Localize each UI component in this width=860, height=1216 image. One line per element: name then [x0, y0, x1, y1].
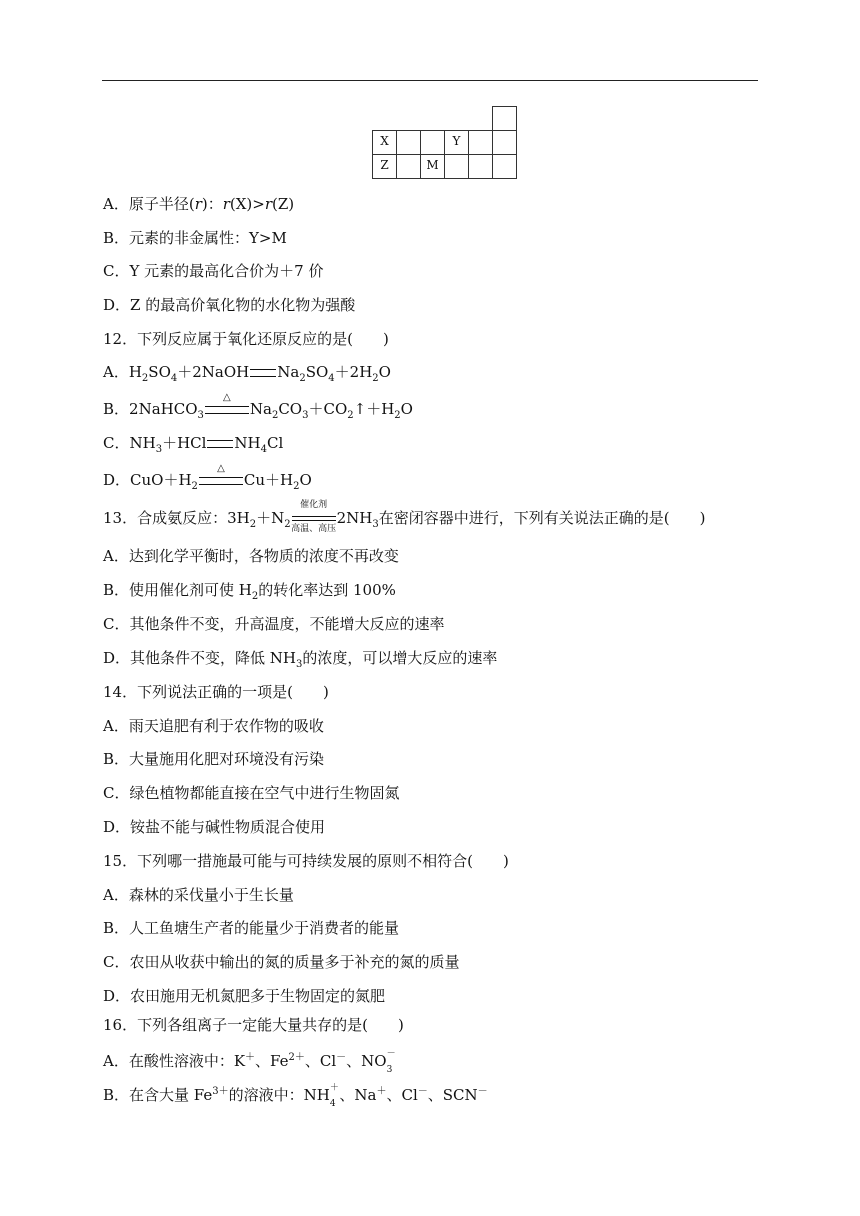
element-cell-x: X — [372, 130, 397, 155]
q14-option-d: D．铵盐不能与碱性物质混合使用 — [103, 818, 326, 836]
element-cell — [396, 154, 421, 179]
q16-stem: 16．下列各组离子一定能大量共存的是( ) — [103, 1016, 404, 1034]
q13-option-d: D．其他条件不变，降低 $NH_3$的浓度，可以增大反应的速率 — [103, 649, 498, 670]
element-cell — [468, 130, 493, 155]
q11-option-c: C．Y 元素的最高化合价为＋7 价 — [103, 262, 324, 280]
heat-equals-sign: △ — [205, 406, 249, 414]
element-cell — [420, 130, 445, 155]
element-cell-z: Z — [372, 154, 397, 179]
q12-stem: 12．下列反应属于氧化还原反应的是( ) — [103, 330, 389, 348]
q14-option-b: B．大量施用化肥对环境没有污染 — [103, 750, 325, 768]
element-cell — [492, 130, 517, 155]
q11-option-d: D．Z 的最高价氧化物的水化物为强酸 — [103, 296, 356, 314]
q15-option-a: A．森林的采伐量小于生长量 — [103, 886, 294, 904]
equals-sign — [207, 440, 233, 448]
q15-stem: 15．下列哪一措施最可能与可持续发展的原则不相符合( ) — [103, 852, 509, 870]
q15-option-d: D．农田施用无机氮肥多于生物固定的氮肥 — [103, 987, 386, 1005]
q12-option-d: D．$CuO+H_2$ △ $Cu+H_2O$ — [103, 463, 312, 492]
q14-option-c: C．绿色植物都能直接在空气中进行生物固氮 — [103, 784, 400, 802]
q15-option-b: B．人工鱼塘生产者的能量少于消费者的能量 — [103, 919, 400, 937]
q12-option-a: A．$H_2SO_4+2NaOH$ $Na_2SO_4+2H_2O$ — [103, 363, 391, 384]
q12-option-b: B．2NaHCO$_3$ △ $Na_2CO_3+CO_2↑+H_2O$ — [103, 392, 413, 421]
q13-option-b: B．使用催化剂可使 $H_2$的转化率达到 100% — [103, 581, 396, 602]
q15-option-c: C．农田从收获中输出的氮的质量多于补充的氮的质量 — [103, 953, 460, 971]
reversible-arrow: 催化剂 高温、高压 — [291, 500, 337, 534]
q14-stem: 14．下列说法正确的一项是( ) — [103, 683, 329, 701]
element-cell-y: Y — [444, 130, 469, 155]
element-cell-m: M — [420, 154, 445, 179]
q14-option-a: A．雨天追肥有利于农作物的吸收 — [103, 717, 324, 735]
q13-option-a: A．达到化学平衡时，各物质的浓度不再改变 — [103, 547, 399, 565]
q16-option-a: A．在酸性溶液中：K＋、$Fe^{2+}$、Cl－、NO － 3 — [103, 1049, 396, 1075]
equals-sign — [250, 369, 276, 377]
q13-option-c: C．其他条件不变，升高温度，不能增大反应的速率 — [103, 615, 445, 633]
q12-option-c: C．$NH_3+HCl$ $NH_4Cl$ — [103, 434, 284, 455]
q11-option-b: B．元素的非金属性：Y>M — [103, 229, 287, 247]
element-cell — [468, 154, 493, 179]
element-cell — [492, 106, 517, 131]
q11-option-a: A．原子半径(r)：r(X)>r(Z) — [103, 195, 295, 213]
element-cell — [396, 130, 421, 155]
q16-option-b: B．在含大量 $Fe^{3+}$的溶液中：NH ＋ 4 、Na＋、Cl－、SCN－ — [103, 1083, 488, 1109]
heat-equals-sign: △ — [199, 477, 243, 485]
element-cell — [492, 154, 517, 179]
element-cell — [444, 154, 469, 179]
q13-stem: 13．合成氨反应：$3H_2+N_2$ 催化剂 高温、高压 $2NH_3$在密闭容器中进行，下列有关说法正确的是( ) — [103, 500, 706, 534]
header-rule — [102, 80, 758, 81]
